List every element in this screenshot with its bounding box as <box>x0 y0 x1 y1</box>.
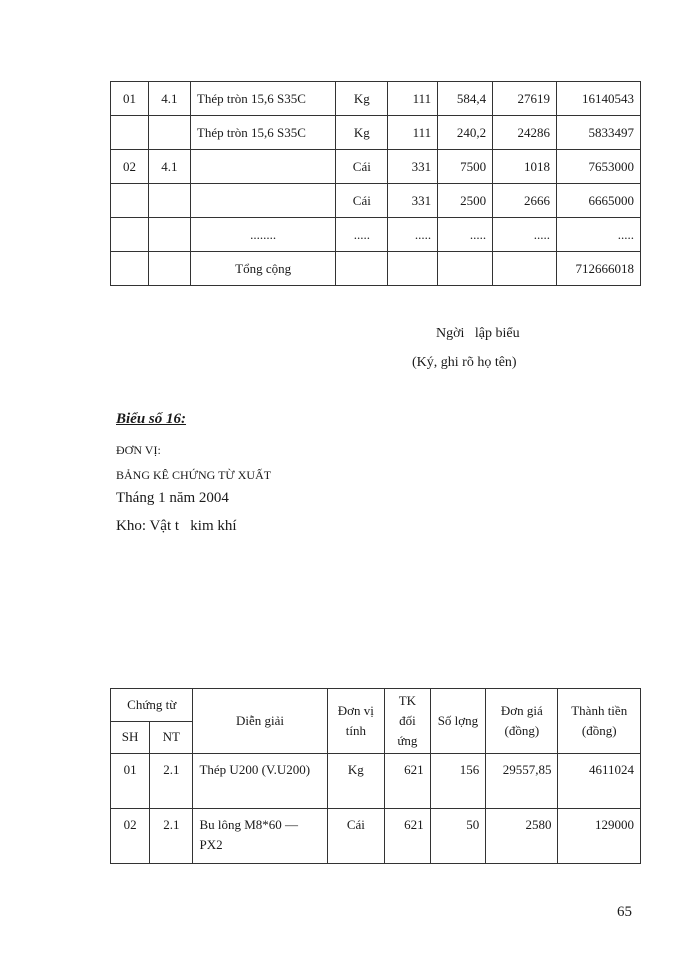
cell-empty <box>493 252 557 286</box>
cell-nt <box>148 184 190 218</box>
header-sh: SH <box>111 721 150 754</box>
cell-acct: 331 <box>388 150 438 184</box>
cell-acct: 111 <box>388 82 438 116</box>
cell-empty <box>438 252 493 286</box>
cell-qty: 2500 <box>438 184 493 218</box>
header-amount: Thành tiền (đồng) <box>558 689 641 754</box>
cell-empty <box>388 252 438 286</box>
continued-voucher-table <box>110 81 641 286</box>
cell-desc <box>190 184 336 218</box>
table-row <box>111 184 641 218</box>
cell-acct: 621 <box>385 754 430 809</box>
cell-unit: Kg <box>336 116 388 150</box>
cell-nt: 4.1 <box>148 150 190 184</box>
table-row <box>111 754 641 809</box>
cell-price: 2666 <box>493 184 557 218</box>
header-row <box>111 689 641 722</box>
cell-qty: 240,2 <box>438 116 493 150</box>
signature-note: (Ký, ghi rõ họ tên) <box>412 355 517 370</box>
header-unit: Đơn vị tính <box>327 689 385 754</box>
page-number: 65 <box>617 904 632 920</box>
cell-nt: 2.1 <box>150 754 193 809</box>
cell-amount: 6665000 <box>557 184 641 218</box>
cell-acct: 331 <box>388 184 438 218</box>
cell-price: 27619 <box>493 82 557 116</box>
cell-empty <box>148 252 190 286</box>
cell-desc: Thép tròn 15,6 S35C <box>190 82 336 116</box>
header-voucher: Chứng từ <box>111 689 193 722</box>
cell-sh: 01 <box>111 82 149 116</box>
cell-price: 1018 <box>493 150 557 184</box>
cell-desc <box>190 150 336 184</box>
cell-sh: 02 <box>111 809 150 864</box>
cell-qty: 156 <box>430 754 486 809</box>
cell-desc: Bu lông M8*60 — PX2 <box>193 809 327 864</box>
cell-unit: Kg <box>327 754 385 809</box>
header-qty: Số lợng <box>430 689 486 754</box>
cell-acct: 111 <box>388 116 438 150</box>
cell-sh <box>111 116 149 150</box>
cell-amount: 5833497 <box>557 116 641 150</box>
unit-label: ĐƠN VỊ: <box>116 443 161 457</box>
period: Tháng 1 năm 2004 <box>116 490 229 506</box>
cell-unit: Kg <box>336 82 388 116</box>
total-amount: 712666018 <box>557 252 641 286</box>
header-acct: TK đối ứng <box>385 689 430 754</box>
header-desc: Diễn giải <box>193 689 327 754</box>
cell-sh <box>111 218 149 252</box>
table-row <box>111 218 641 252</box>
cell-qty: 50 <box>430 809 486 864</box>
cell-price: 24286 <box>493 116 557 150</box>
table-row <box>111 150 641 184</box>
cell-empty <box>111 252 149 286</box>
cell-desc: Thép U200 (V.U200) <box>193 754 327 809</box>
cell-amount: 16140543 <box>557 82 641 116</box>
cell-unit: Cái <box>336 150 388 184</box>
table-row <box>111 809 641 864</box>
total-row <box>111 252 641 286</box>
cell-qty: 7500 <box>438 150 493 184</box>
header-nt: NT <box>150 721 193 754</box>
cell-desc: ........ <box>190 218 336 252</box>
cell-price: ..... <box>493 218 557 252</box>
cell-price: 2580 <box>486 809 558 864</box>
cell-empty <box>336 252 388 286</box>
cell-nt: 4.1 <box>148 82 190 116</box>
document-title: BẢNG KÊ CHỨNG TỪ XUẤT <box>116 468 272 482</box>
cell-sh: 02 <box>111 150 149 184</box>
cell-price: 29557,85 <box>486 754 558 809</box>
cell-qty: 584,4 <box>438 82 493 116</box>
signature-title: Ngời lập biểu <box>436 326 520 341</box>
cell-amount: 4611024 <box>558 754 641 809</box>
cell-nt <box>148 116 190 150</box>
cell-amount: 129000 <box>558 809 641 864</box>
form-number: Biểu số 16: <box>116 411 187 427</box>
export-voucher-table <box>110 688 641 864</box>
cell-desc: Thép tròn 15,6 S35C <box>190 116 336 150</box>
cell-unit: Cái <box>336 184 388 218</box>
total-label: Tổng cộng <box>190 252 336 286</box>
cell-acct: 621 <box>385 809 430 864</box>
cell-amount: 7653000 <box>557 150 641 184</box>
cell-amount: ..... <box>557 218 641 252</box>
warehouse: Kho: Vật t kim khí <box>116 518 237 534</box>
cell-unit: ..... <box>336 218 388 252</box>
cell-sh <box>111 184 149 218</box>
table-row <box>111 116 641 150</box>
table-row <box>111 82 641 116</box>
header-price: Đơn giá (đồng) <box>486 689 558 754</box>
cell-unit: Cái <box>327 809 385 864</box>
cell-acct: ..... <box>388 218 438 252</box>
cell-nt: 2.1 <box>150 809 193 864</box>
cell-qty: ..... <box>438 218 493 252</box>
cell-sh: 01 <box>111 754 150 809</box>
cell-nt <box>148 218 190 252</box>
